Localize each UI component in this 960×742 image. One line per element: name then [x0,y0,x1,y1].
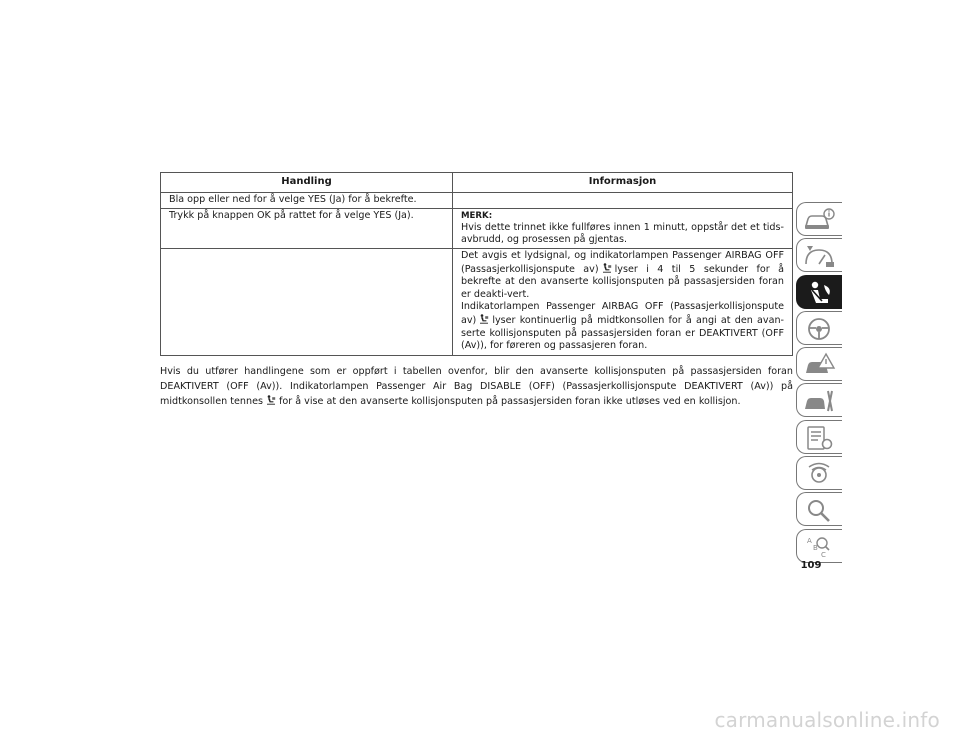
watermark: carmanualsonline.info [714,708,940,732]
chapter-tab-maintenance[interactable] [796,420,842,454]
seatbelt-airbag-icon [802,279,836,307]
info-text: lyser kontinuerlig på midtkonsollen for å angi at den avan-serte kollisjonsputen på passasjersiden foran er DEAKTIVERT (OFF (Av)), for føreren og passasjeren foran. [461,314,784,352]
page-number: 109 [800,560,822,571]
chapter-tab-search[interactable] [796,492,842,526]
body-paragraph [160,364,793,409]
chapter-tab-dashboard[interactable] [796,238,842,272]
info-cell [453,209,793,249]
svg-text:B: B [813,543,818,552]
multimedia-icon [802,460,836,488]
chapter-tab-index[interactable] [796,529,842,563]
passenger-airbag-off-icon [602,263,612,273]
column-header-info: Informasjon [453,173,793,193]
svg-text:A: A [807,536,812,545]
car-service-tools-icon [802,387,836,415]
passenger-airbag-off-icon [266,395,276,405]
info-cell [453,249,793,356]
note-label: MERK: [461,211,493,221]
action-cell: Trykk på knappen OK på rattet for å velge YES (Ja). [161,209,453,249]
info-text: Indikatorlampen Passenger AIRBAG OFF (Passasjerkollisjonspute av) [461,301,784,326]
chapter-tab-emergency[interactable] [796,347,842,381]
search-magnifier-icon [802,496,836,524]
dashboard-warning-icon [802,242,836,270]
paragraph-text: Hvis du utfører handlingene som er oppført i tabellen ovenfor, blir den avanserte kollisjonsputen på passasjersiden foran DEAKTIVERT (OFF (Av)). Indikatorlampen Passenger Air Bag DISABLE (OFF) (Passasjerkollisjonspute DEAKTIVERT (Av)) på midtkonsollen tennes [160,366,793,407]
car-emergency-icon [802,351,836,379]
chapter-tabs [796,202,842,565]
chapter-tab-safety[interactable] [796,275,842,309]
table-header-row [161,173,793,193]
maintenance-checklist-icon [802,424,836,452]
paragraph-text: for å vise at den avanserte kollisjonsputen på passasjersiden foran ikke utløses ved en kollisjon. [278,396,741,407]
steering-wheel-icon [802,315,836,343]
chapter-tab-service[interactable] [796,383,842,417]
index-letters-icon [802,533,836,561]
car-info-icon [802,206,836,234]
chapter-tab-multimedia[interactable] [796,456,842,490]
chapter-tab-driving[interactable] [796,311,842,345]
table-row [161,209,793,249]
chapter-tab-car-info[interactable] [796,202,842,236]
info-text: Det avgis et lydsignal, og indikatorlampen Passenger AIRBAG OFF (Passasjerkollisjonspute av) [461,250,784,275]
note-text: Hvis dette trinnet ikke fullføres innen 1 minutt, oppstår det et tids-avbrudd, og prosessen på gjentas. [461,222,784,245]
table-row [161,249,793,356]
column-header-action: Handling [161,173,453,193]
svg-text:C: C [821,550,826,559]
table-row [161,193,793,209]
info-text: lyser i 4 til 5 sekunder for å bekrefte at den avanserte kollisjonsputen på passasjersiden foran er deakti-vert. [461,263,784,300]
airbag-procedure-table [160,172,793,356]
action-cell: Bla opp eller ned for å velge YES (Ja) for å bekrefte. [161,193,453,209]
action-cell [161,249,453,356]
passenger-airbag-off-icon [479,314,489,324]
info-cell [453,193,793,209]
